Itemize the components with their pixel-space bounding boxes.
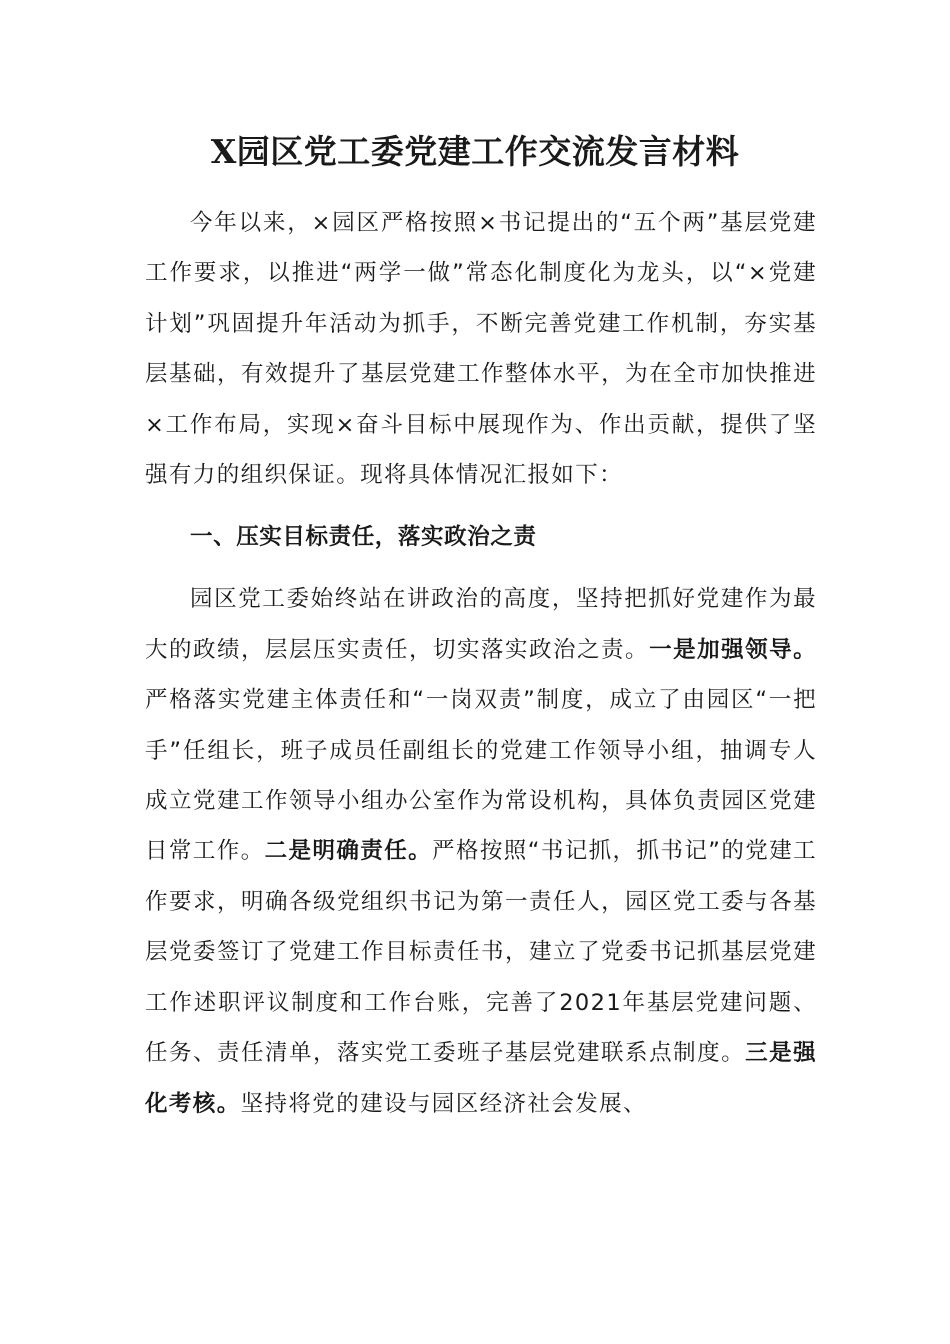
item-text-3: 坚持将党的建设与园区经济社会发展、 [240,1090,647,1117]
section-paragraph [145,574,817,1128]
item-label-2: 二是明确责任。 [264,838,433,865]
section-lead-text: 园区党工委始终站在讲政治的高度，坚持把抓好党建作为最大的政绩，层层压实责任，切实落实政治之责。 [145,586,817,663]
item-text-2: 严格按照“书记抓，抓书记”的党建工作要求，明确各级党组织书记为第一责任人，园区党工委与各基层党委签订了党建工作目标责任书，建立了党委书记抓基层党建工作述职评议制度和工作台账，完善了2021年基层党建问题、任务、责任清单，落实党工委班子基层党建联系点制度。 [145,838,817,1067]
item-label-3: 三是强化考核。 [145,1040,817,1117]
item-text-1: 严格落实党建主体责任和“一岗双责”制度，成立了由园区“一把手”任组长，班子成员任副组长的党建工作领导小组，抽调专人成立党建工作领导小组办公室作为常设机构，具体负责园区党建日常工作。 [145,687,817,865]
document-body [145,198,817,1129]
document-title: X园区党工委党建工作交流发言材料 [210,132,740,171]
intro-paragraph: 今年以来，×园区严格按照×书记提出的“五个两”基层党建工作要求，以推进“两学一做”常态化制度化为龙头，以“×党建计划”巩固提升年活动为抓手，不断完善党建工作机制，夯实基层基础，有效提升了基层党建工作整体水平，为在全市加快推进×工作布局，实现×奋斗目标中展现作为、作出贡献，提供了坚强有力的组织保证。现将具体情况汇报如下： [145,210,817,489]
section-heading: 一、压实目标责任，落实政治之责 [190,524,537,551]
item-label-1: 一是加强领导。 [649,636,817,663]
